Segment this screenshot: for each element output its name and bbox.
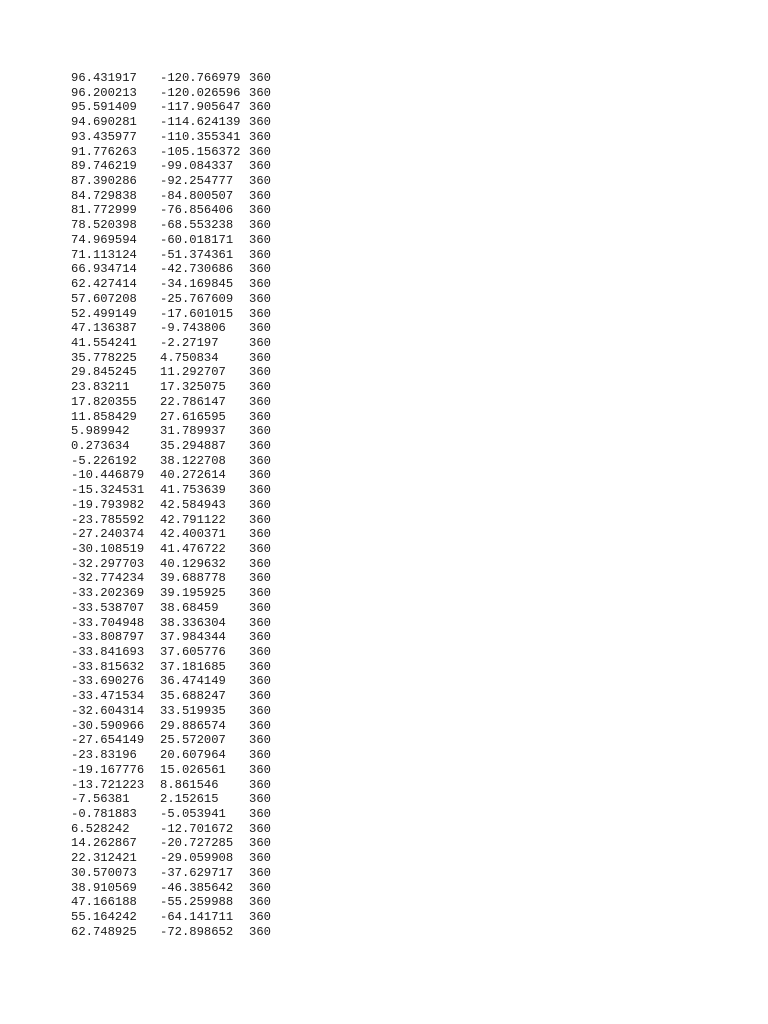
data-cell-col-2: 29.886574 — [160, 718, 226, 733]
data-cell-col-1: -30.108519 — [71, 542, 145, 556]
data-cell-col-3: 360 — [249, 247, 271, 262]
data-cell-col-1: 57.607208 — [71, 291, 137, 306]
data-cell-col-1: 55.164242 — [71, 909, 137, 924]
data-row — [71, 307, 289, 322]
data-cell-col-1: -33.690276 — [71, 674, 145, 689]
data-row — [71, 424, 289, 439]
data-cell-col-2: 41.476722 — [160, 542, 226, 556]
data-cell-col-2: 33.519935 — [160, 703, 226, 718]
data-row — [71, 71, 289, 86]
data-cell-col-2: -51.374361 — [160, 247, 234, 262]
data-cell-col-1: 22.312421 — [71, 851, 137, 866]
data-cell-col-2: -46.385642 — [160, 880, 234, 895]
data-row — [71, 203, 289, 218]
data-cell-col-3: 360 — [249, 380, 271, 395]
data-cell-col-3: 360 — [249, 556, 271, 571]
data-cell-col-3: 360 — [249, 115, 271, 130]
data-row — [71, 925, 289, 940]
data-cell-col-1: 17.820355 — [71, 394, 137, 409]
data-cell-col-1: 96.200213 — [71, 85, 137, 100]
data-cell-col-2: -68.553238 — [160, 218, 234, 233]
data-cell-col-3: 360 — [249, 630, 271, 645]
data-cell-col-1: 96.431917 — [71, 71, 137, 85]
data-cell-col-3: 360 — [249, 100, 271, 115]
data-cell-col-3: 360 — [249, 291, 271, 306]
data-row — [71, 248, 289, 263]
data-cell-col-3: 360 — [249, 689, 271, 704]
data-cell-col-2: -64.141711 — [160, 909, 234, 924]
data-cell-col-2: -55.259988 — [160, 895, 234, 910]
data-cell-col-3: 360 — [249, 821, 271, 836]
data-cell-col-3: 360 — [249, 497, 271, 512]
data-cell-col-1: 62.427414 — [71, 277, 137, 292]
data-cell-col-2: 20.607964 — [160, 748, 226, 763]
data-cell-col-3: 360 — [249, 645, 271, 660]
data-row — [71, 866, 289, 881]
data-cell-col-2: -9.743806 — [160, 321, 226, 336]
data-cell-col-2: 4.750834 — [160, 350, 219, 365]
data-cell-col-2: 31.789937 — [160, 424, 226, 439]
data-cell-col-2: 2.152615 — [160, 792, 219, 807]
data-cell-col-1: -27.240374 — [71, 527, 145, 542]
data-row — [71, 616, 289, 631]
data-row — [71, 778, 289, 793]
data-cell-col-3: 360 — [249, 468, 271, 483]
data-cell-col-2: -60.018171 — [160, 232, 234, 247]
data-cell-col-3: 360 — [249, 85, 271, 100]
data-cell-col-1: -33.202369 — [71, 586, 145, 601]
data-row — [71, 630, 289, 645]
data-row — [71, 454, 289, 469]
data-cell-col-1: 91.776263 — [71, 144, 137, 159]
data-cell-col-3: 360 — [249, 144, 271, 159]
data-cell-col-1: -19.793982 — [71, 497, 145, 512]
data-cell-col-3: 360 — [249, 409, 271, 424]
data-row — [71, 86, 289, 101]
data-cell-col-2: -17.601015 — [160, 306, 234, 321]
data-cell-col-1: 81.772999 — [71, 203, 137, 218]
data-cell-col-3: 360 — [249, 424, 271, 439]
data-cell-col-1: -33.815632 — [71, 659, 145, 674]
data-cell-col-1: -15.324531 — [71, 483, 145, 498]
data-cell-col-2: 15.026561 — [160, 762, 226, 777]
data-cell-col-3: 360 — [249, 321, 271, 336]
data-cell-col-1: 38.910569 — [71, 880, 137, 895]
data-cell-col-3: 360 — [249, 335, 271, 350]
data-cell-col-2: 39.195925 — [160, 586, 226, 601]
data-cell-col-1: -30.590966 — [71, 718, 145, 733]
data-cell-col-3: 360 — [249, 71, 271, 85]
data-cell-col-2: 11.292707 — [160, 365, 226, 380]
data-cell-col-2: 35.294887 — [160, 438, 226, 453]
data-cell-col-1: 78.520398 — [71, 218, 137, 233]
data-row — [71, 763, 289, 778]
data-cell-col-1: -5.226192 — [71, 453, 137, 468]
data-row — [71, 527, 289, 542]
data-cell-col-3: 360 — [249, 851, 271, 866]
data-row — [71, 586, 289, 601]
data-cell-col-2: -25.767609 — [160, 291, 234, 306]
data-cell-col-1: 47.136387 — [71, 321, 137, 336]
data-cell-col-3: 360 — [249, 865, 271, 880]
data-row — [71, 498, 289, 513]
data-cell-col-1: 30.570073 — [71, 865, 137, 880]
data-cell-col-3: 360 — [249, 365, 271, 380]
data-row — [71, 910, 289, 925]
data-cell-col-1: 87.390286 — [71, 174, 137, 189]
data-cell-col-2: 42.791122 — [160, 512, 226, 527]
data-row — [71, 483, 289, 498]
data-row — [71, 351, 289, 366]
data-row — [71, 807, 289, 822]
data-cell-col-1: -32.297703 — [71, 556, 145, 571]
data-row — [71, 439, 289, 454]
data-cell-col-1: -33.808797 — [71, 630, 145, 645]
data-cell-col-2: -92.254777 — [160, 174, 234, 189]
data-cell-col-3: 360 — [249, 895, 271, 910]
data-cell-col-3: 360 — [249, 600, 271, 615]
data-cell-col-1: 62.748925 — [71, 924, 137, 939]
data-cell-col-1: 35.778225 — [71, 350, 137, 365]
data-cell-col-3: 360 — [249, 188, 271, 203]
data-row — [71, 174, 289, 189]
data-row — [71, 557, 289, 572]
data-cell-col-3: 360 — [249, 733, 271, 748]
data-cell-col-1: 23.83211 — [71, 380, 130, 395]
data-cell-col-3: 360 — [249, 218, 271, 233]
data-cell-col-2: 38.336304 — [160, 615, 226, 630]
data-cell-col-3: 360 — [249, 350, 271, 365]
data-cell-col-1: 29.845245 — [71, 365, 137, 380]
data-cell-col-3: 360 — [249, 777, 271, 792]
data-cell-col-3: 360 — [249, 792, 271, 807]
data-row — [71, 365, 289, 380]
data-row — [71, 689, 289, 704]
data-cell-col-1: 5.989942 — [71, 424, 130, 439]
data-cell-col-1: -19.167776 — [71, 762, 145, 777]
data-cell-col-2: -84.800507 — [160, 188, 234, 203]
data-cell-col-2: 27.616595 — [160, 409, 226, 424]
data-cell-col-2: 37.605776 — [160, 645, 226, 660]
data-cell-col-1: -32.604314 — [71, 703, 145, 718]
data-cell-col-3: 360 — [249, 174, 271, 189]
data-cell-col-3: 360 — [249, 527, 271, 542]
data-cell-col-2: -20.727285 — [160, 836, 234, 851]
data-row — [71, 733, 289, 748]
data-cell-col-2: 38.122708 — [160, 453, 226, 468]
data-cell-col-3: 360 — [249, 232, 271, 247]
data-cell-col-3: 360 — [249, 615, 271, 630]
data-cell-col-3: 360 — [249, 924, 271, 939]
data-row — [71, 410, 289, 425]
data-cell-col-1: -33.841693 — [71, 645, 145, 660]
data-cell-col-1: 94.690281 — [71, 115, 137, 130]
data-cell-col-3: 360 — [249, 159, 271, 174]
data-row — [71, 719, 289, 734]
data-row — [71, 159, 289, 174]
data-cell-col-3: 360 — [249, 203, 271, 218]
data-cell-col-1: 89.746219 — [71, 159, 137, 174]
data-row — [71, 645, 289, 660]
data-cell-col-2: -120.766979 — [160, 71, 241, 85]
data-cell-col-1: 52.499149 — [71, 306, 137, 321]
data-cell-col-1: 66.934714 — [71, 262, 137, 277]
data-cell-col-2: 36.474149 — [160, 674, 226, 689]
data-row — [71, 130, 289, 145]
data-cell-col-2: 38.68459 — [160, 600, 219, 615]
data-cell-col-2: 42.400371 — [160, 527, 226, 542]
data-cell-col-1: -32.774234 — [71, 571, 145, 586]
data-row — [71, 895, 289, 910]
data-cell-col-2: 35.688247 — [160, 689, 226, 704]
data-row — [71, 262, 289, 277]
data-cell-col-2: 40.272614 — [160, 468, 226, 483]
data-cell-col-2: -37.629717 — [160, 865, 234, 880]
data-row — [71, 100, 289, 115]
data-cell-col-1: -27.654149 — [71, 733, 145, 748]
data-cell-col-3: 360 — [249, 806, 271, 821]
data-cell-col-2: 42.584943 — [160, 497, 226, 512]
data-cell-col-3: 360 — [249, 762, 271, 777]
data-cell-col-2: -105.156372 — [160, 144, 241, 159]
data-cell-col-3: 360 — [249, 659, 271, 674]
data-row — [71, 189, 289, 204]
data-row — [71, 380, 289, 395]
data-cell-col-2: -114.624139 — [160, 115, 241, 130]
data-cell-col-2: -99.084337 — [160, 159, 234, 174]
data-cell-col-1: -33.471534 — [71, 689, 145, 704]
data-cell-col-2: -42.730686 — [160, 262, 234, 277]
data-cell-col-3: 360 — [249, 262, 271, 277]
data-cell-col-3: 360 — [249, 718, 271, 733]
data-row — [71, 660, 289, 675]
data-row — [71, 836, 289, 851]
data-cell-col-3: 360 — [249, 909, 271, 924]
data-cell-col-3: 360 — [249, 674, 271, 689]
data-cell-col-2: -72.898652 — [160, 924, 234, 939]
data-cell-col-2: -12.701672 — [160, 821, 234, 836]
data-cell-col-1: -10.446879 — [71, 468, 145, 483]
data-row — [71, 395, 289, 410]
data-cell-col-3: 360 — [249, 394, 271, 409]
data-cell-col-2: 25.572007 — [160, 733, 226, 748]
data-row — [71, 336, 289, 351]
data-cell-col-2: -76.856406 — [160, 203, 234, 218]
data-cell-col-1: -23.83196 — [71, 748, 137, 763]
data-cell-col-2: 39.688778 — [160, 571, 226, 586]
data-row — [71, 321, 289, 336]
data-cell-col-3: 360 — [249, 438, 271, 453]
data-row — [71, 571, 289, 586]
data-cell-col-1: -7.56381 — [71, 792, 130, 807]
data-row — [71, 748, 289, 763]
data-cell-col-3: 360 — [249, 277, 271, 292]
data-row — [71, 674, 289, 689]
data-cell-col-3: 360 — [249, 836, 271, 851]
data-cell-col-3: 360 — [249, 880, 271, 895]
data-cell-col-3: 360 — [249, 703, 271, 718]
data-row — [71, 822, 289, 837]
data-cell-col-2: -5.053941 — [160, 806, 226, 821]
data-cell-col-3: 360 — [249, 542, 271, 556]
data-cell-col-1: 0.273634 — [71, 438, 130, 453]
data-cell-col-2: -120.026596 — [160, 85, 241, 100]
data-cell-col-1: 14.262867 — [71, 836, 137, 851]
data-cell-col-2: 17.325075 — [160, 380, 226, 395]
data-cell-col-1: 84.729838 — [71, 188, 137, 203]
data-cell-col-3: 360 — [249, 483, 271, 498]
data-row — [71, 115, 289, 130]
data-cell-col-3: 360 — [249, 571, 271, 586]
data-cell-col-2: -29.059908 — [160, 851, 234, 866]
data-cell-col-3: 360 — [249, 306, 271, 321]
data-row — [71, 513, 289, 528]
data-row — [71, 881, 289, 896]
data-cell-col-2: -2.27197 — [160, 335, 219, 350]
data-cell-col-1: 41.554241 — [71, 335, 137, 350]
data-row — [71, 704, 289, 719]
data-cell-col-2: -34.169845 — [160, 277, 234, 292]
data-cell-col-3: 360 — [249, 748, 271, 763]
data-cell-col-1: -0.781883 — [71, 806, 137, 821]
numeric-data-table — [71, 71, 289, 939]
data-row — [71, 601, 289, 616]
data-cell-col-1: 11.858429 — [71, 409, 137, 424]
data-row — [71, 277, 289, 292]
data-cell-col-1: -33.538707 — [71, 600, 145, 615]
data-cell-col-1: 47.166188 — [71, 895, 137, 910]
data-cell-col-1: 6.528242 — [71, 821, 130, 836]
data-cell-col-1: 93.435977 — [71, 129, 137, 144]
data-cell-col-1: -33.704948 — [71, 615, 145, 630]
data-cell-col-2: 8.861546 — [160, 777, 219, 792]
data-row — [71, 145, 289, 160]
data-cell-col-3: 360 — [249, 512, 271, 527]
data-cell-col-2: 22.786147 — [160, 394, 226, 409]
data-cell-col-1: -23.785592 — [71, 512, 145, 527]
data-cell-col-1: -13.721223 — [71, 777, 145, 792]
data-cell-col-3: 360 — [249, 453, 271, 468]
data-cell-col-1: 71.113124 — [71, 247, 137, 262]
data-cell-col-2: -110.355341 — [160, 129, 241, 144]
data-row — [71, 468, 289, 483]
data-row — [71, 233, 289, 248]
data-cell-col-3: 360 — [249, 129, 271, 144]
data-cell-col-1: 74.969594 — [71, 232, 137, 247]
data-cell-col-2: 37.181685 — [160, 659, 226, 674]
data-row — [71, 851, 289, 866]
data-cell-col-2: -117.905647 — [160, 100, 241, 115]
data-cell-col-2: 41.753639 — [160, 483, 226, 498]
data-row — [71, 542, 289, 557]
data-cell-col-3: 360 — [249, 586, 271, 601]
data-cell-col-2: 37.984344 — [160, 630, 226, 645]
data-cell-col-2: 40.129632 — [160, 556, 226, 571]
data-row — [71, 218, 289, 233]
data-cell-col-1: 95.591409 — [71, 100, 137, 115]
data-row — [71, 792, 289, 807]
data-row — [71, 292, 289, 307]
